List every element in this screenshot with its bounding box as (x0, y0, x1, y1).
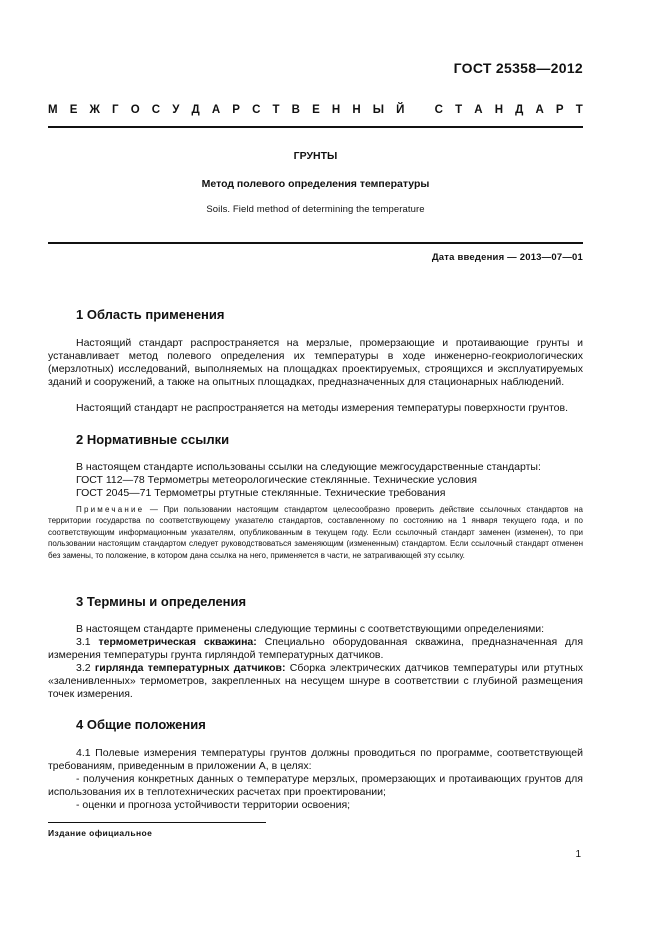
heading-letter: Е (69, 104, 78, 116)
heading-letter: Р (555, 104, 564, 116)
section-4-heading: 4 Общие положения (76, 717, 206, 732)
heading-letter: Ж (89, 104, 100, 116)
heading-letter: В (291, 104, 300, 116)
note-label: Примечание (76, 505, 145, 514)
heading-letter: Г (112, 104, 119, 116)
section-2-paragraph: В настоящем стандарте использованы ссылки на следующие межгосударственные стандарты: (76, 461, 541, 473)
document-subtitle-ru: Метод полевого определения температуры (201, 178, 430, 190)
term-name: гирлянда температурных датчиков: (94, 662, 286, 674)
heading-letter: У (172, 104, 180, 116)
section-1-heading: 1 Область применения (76, 307, 225, 322)
heading-letter: Н (331, 104, 341, 116)
document-subtitle-en: Soils. Field method of determining the temperature (206, 204, 425, 215)
title-divider (48, 242, 583, 244)
heading-letter: О (130, 104, 140, 116)
term-definition (48, 636, 583, 662)
term-text: Специально оборудованная скважина, предназначенная для измерения температуры грунта гирляндой температурных датчиков. (48, 636, 583, 661)
term-definition (48, 662, 583, 701)
heading-letter: Д (191, 104, 200, 116)
term-number: 3.1 (76, 636, 99, 648)
section-3-heading: 3 Термины и определения (76, 594, 247, 609)
section-4-list-item: - оценки и прогноза устойчивости территории освоения; (76, 799, 351, 811)
heading-letter: Т (575, 104, 583, 116)
note-text: — При пользовании настоящим стандартом целесообразно проверить действие ссылочных стандартов на территории государства по соответствующему указателю стандартов, составленному по состоянию на 1 января текущего года, и по соответствующим информационным указателям, опубликованным в текущем году. Если ссылочный стандарт заменен (изменен), то при пользовании настоящим стандартом следует руководствоваться заменяющим (измененным) стандартом. Если ссылочный стандарт отменен без замены, то положение, в котором дана ссылка на него, применяется в части, не затрагивающей эту ссылку. (48, 505, 583, 560)
gost-number: ГОСТ 25358—2012 (453, 60, 583, 76)
heading-letter: Т (272, 104, 280, 116)
heading-letter: С (151, 104, 161, 116)
heading-letter: Р (232, 104, 240, 116)
section-1-paragraph: Настоящий стандарт распространяется на мерзлые, промерзающие и протаивающие грунты и устанавливает метод полевого определения их температуры в ходе инженерно-геокриологических (мерзлотных) исследований, выполняемых на площадках проектируемых, строящихся и эксплуатируемых зданий и сооружений, а также на опытных площадках, предназначенных для стационарных наблюдений. (48, 337, 583, 388)
heading-letter: С (252, 104, 261, 116)
section-3-paragraph: В настоящем стандарте применены следующие термины с соответствующими определениями: (76, 623, 545, 635)
heading-letter: А (211, 104, 221, 116)
interstate-standard-heading (48, 104, 583, 116)
normative-reference: ГОСТ 2045—71 Термометры ртутные стеклянные. Технические требования (76, 487, 446, 499)
heading-letter: Ы (372, 104, 385, 116)
heading-letter: Д (515, 104, 524, 116)
section-4-list-item: - получения конкретных данных о температуре мерзлых, промерзающих и протаивающих грунтов для использования их в теплотехнических расчетах при проектировании; (48, 773, 583, 798)
footer-divider (48, 822, 266, 823)
section-1-paragraph: Настоящий стандарт не распространяется на методы измерения температуры поверхности грунтов. (76, 402, 568, 414)
edition-label: Издание официальное (48, 828, 153, 838)
section-2-heading: 2 Нормативные ссылки (76, 432, 230, 447)
heading-letter: Й (396, 104, 405, 116)
term-name: термометрическая скважина: (98, 636, 257, 648)
heading-gap (417, 104, 423, 116)
heading-letter: А (535, 104, 544, 116)
term-text: Сборка электрических датчиков температуры или ртутных «заленивленных» термометров, закрепленных на несущем шнуре в соответствии с глубиной размещения точек измерения. (48, 662, 583, 700)
heading-letter: Т (455, 104, 463, 116)
heading-letter: Н (352, 104, 361, 116)
introduction-date: Дата введения — 2013—07—01 (431, 252, 583, 263)
heading-letter: М (48, 104, 58, 116)
heading-letter: А (474, 104, 483, 116)
page-number: 1 (575, 849, 581, 860)
heading-letter: С (434, 104, 443, 116)
document-title: ГРУНТЫ (293, 150, 338, 162)
heading-letter: Н (494, 104, 504, 116)
term-number: 3.2 (76, 662, 95, 674)
reference-note (48, 504, 583, 561)
top-divider (48, 126, 583, 128)
normative-reference: ГОСТ 112—78 Термометры метеорологические стеклянные. Технические условия (76, 474, 477, 486)
section-4-paragraph: 4.1 Полевые измерения температуры грунтов должны проводиться по программе, соответствующей требованиям, приведенным в приложении А, в целях: (48, 747, 583, 772)
heading-letter: Е (312, 104, 320, 116)
